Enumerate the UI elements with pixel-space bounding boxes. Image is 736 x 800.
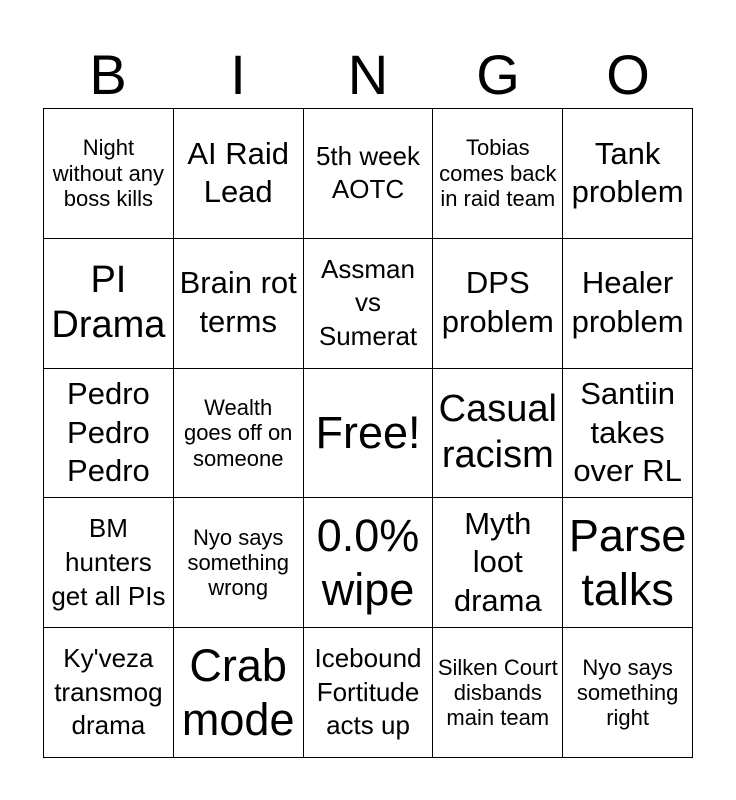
cell-text: Brain rot terms bbox=[179, 265, 297, 340]
cell-text: Nyo says something wrong bbox=[187, 524, 289, 601]
cell-text: Tobias comes back in raid team bbox=[439, 135, 557, 212]
cell-text: DPS problem bbox=[441, 265, 554, 340]
cell-text: BM hunters get all PIs bbox=[51, 513, 166, 611]
cell-text: Icebound Fortitude acts up bbox=[314, 642, 422, 741]
bingo-board bbox=[43, 108, 693, 758]
cell-text: Wealth goes off on someone bbox=[183, 395, 293, 471]
bingo-cell[interactable] bbox=[174, 498, 304, 628]
bingo-cell[interactable] bbox=[433, 628, 563, 758]
cell-text: Crab mode bbox=[181, 639, 295, 745]
header-letter-n: N bbox=[347, 43, 389, 106]
cell-text: 0.0% wipe bbox=[316, 509, 420, 615]
cell-text: Assman vs Sumerat bbox=[318, 253, 418, 352]
bingo-cell[interactable] bbox=[174, 239, 304, 369]
cell-text: Myth loot drama bbox=[453, 505, 542, 619]
bingo-cell[interactable] bbox=[563, 239, 693, 369]
cell-text: 5th week AOTC bbox=[315, 140, 421, 205]
bingo-cell[interactable] bbox=[433, 498, 563, 628]
cell-text: Nyo says something right bbox=[576, 654, 679, 731]
bingo-cell[interactable] bbox=[44, 109, 174, 239]
bingo-cell[interactable] bbox=[174, 109, 304, 239]
header-letter-i: I bbox=[230, 43, 246, 106]
cell-text: Pedro Pedro Pedro bbox=[67, 375, 150, 489]
cell-text: Parse talks bbox=[568, 509, 687, 615]
bingo-cell[interactable] bbox=[563, 369, 693, 499]
bingo-cell[interactable] bbox=[44, 498, 174, 628]
free-space-cell[interactable] bbox=[304, 369, 434, 499]
header-letter-g: G bbox=[476, 43, 520, 106]
bingo-cell[interactable] bbox=[433, 369, 563, 499]
free-space-label: Free! bbox=[315, 406, 421, 458]
bingo-cell[interactable] bbox=[44, 628, 174, 758]
header-letter-b: B bbox=[89, 43, 127, 106]
bingo-cell[interactable] bbox=[563, 109, 693, 239]
cell-text: Night without any boss kills bbox=[52, 135, 165, 212]
bingo-cell[interactable] bbox=[433, 109, 563, 239]
bingo-cell[interactable] bbox=[304, 239, 434, 369]
header-letter-o: O bbox=[606, 43, 650, 106]
bingo-cell[interactable] bbox=[174, 628, 304, 758]
cell-text: Ky'veza transmog drama bbox=[54, 642, 163, 741]
bingo-cell[interactable] bbox=[174, 369, 304, 499]
bingo-cell[interactable] bbox=[433, 239, 563, 369]
bingo-cell[interactable] bbox=[563, 498, 693, 628]
cell-text: Santiin takes over RL bbox=[573, 375, 682, 489]
bingo-cell[interactable] bbox=[44, 239, 174, 369]
bingo-header bbox=[43, 42, 693, 108]
bingo-cell[interactable] bbox=[304, 109, 434, 239]
cell-text: AI Raid Lead bbox=[187, 135, 290, 210]
cell-text: Healer problem bbox=[571, 265, 684, 340]
bingo-cell[interactable] bbox=[563, 628, 693, 758]
cell-text: Silken Court disbands main team bbox=[437, 654, 558, 731]
cell-text: Tank problem bbox=[571, 135, 684, 210]
bingo-cell[interactable] bbox=[304, 498, 434, 628]
cell-text: PI Drama bbox=[51, 258, 166, 347]
bingo-cell[interactable] bbox=[304, 628, 434, 758]
bingo-cell[interactable] bbox=[44, 369, 174, 499]
cell-text: Casual racism bbox=[438, 388, 557, 476]
